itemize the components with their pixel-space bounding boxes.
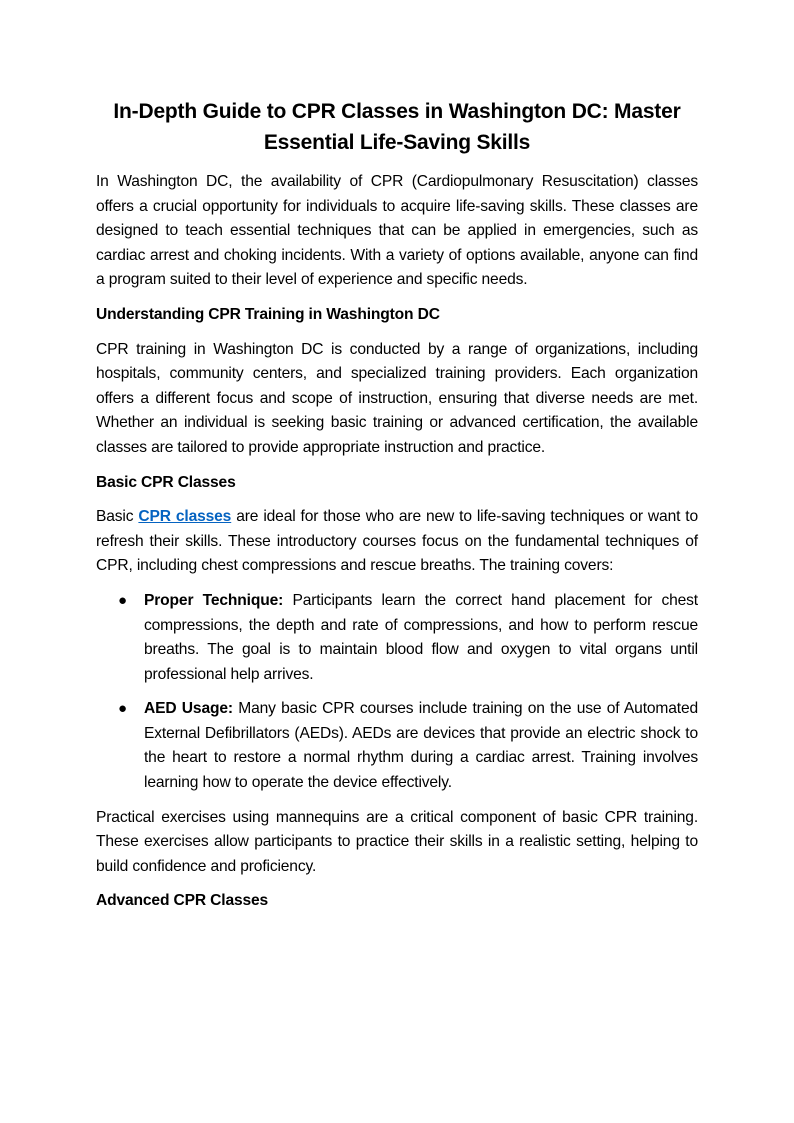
basic-text-before-link: Basic <box>96 508 139 526</box>
document-page <box>96 96 698 924</box>
intro-paragraph: In Washington DC, the availability of CPR (Cardiopulmonary Resuscitation) classes offers a crucial opportunity for individuals to acquire life-saving skills. These classes are designed to teach essential techniques that can be applied in emergencies, such as cardiac arrest and choking incidents. With a variety of options available, anyone can find a program suited to their level of experience and specific needs. <box>96 173 698 289</box>
section-heading-advanced: Advanced CPR Classes <box>96 892 269 910</box>
basic-closing-paragraph: Practical exercises using mannequins are a critical component of basic CPR training. These exercises allow participants to practice their skills in a realistic setting, helping to build confidence and proficiency. <box>96 808 698 875</box>
bullet-text: Participants learn the correct hand placement for chest compressions, the depth and rate of compressions, and how to perform rescue breaths. The goal is to maintain blood flow and oxygen to vital organs until professional help arrives. <box>144 591 698 683</box>
bullet-term: Proper Technique: <box>144 591 284 609</box>
list-item <box>96 697 698 795</box>
section-understanding-paragraph: CPR training in Washington DC is conducted by a range of organizations, including hospitals, community centers, and specialized training providers. Each organization offers a different focus and scope of instruction, ensuring that diverse needs are met. Whether an individual is seeking basic training or advanced certification, the available classes are tailored to provide appropriate instruction and practice. <box>96 340 698 456</box>
section-heading-understanding: Understanding CPR Training in Washington DC <box>96 305 440 323</box>
basic-text-after-link: are ideal for those who are new to life-saving techniques or want to refresh their skills. These introductory courses focus on the fundamental techniques of CPR, including chest compressions and rescue breaths. The training covers: <box>96 508 698 575</box>
section-basic-paragraph <box>96 505 698 579</box>
basic-topics-list <box>96 589 698 796</box>
cpr-classes-link[interactable]: CPR classes <box>138 508 232 526</box>
bullet-dot-icon: ● <box>118 700 127 718</box>
bullet-text: Many basic CPR courses include training on the use of Automated External Defibrillators (AEDs). AEDs are devices that provide an electric shock to the heart to restore a normal rhythm during a cardiac arrest. Training involves learning how to operate the device effectively. <box>144 700 698 792</box>
section-heading-basic: Basic CPR Classes <box>96 473 236 491</box>
page-title: In-Depth Guide to CPR Classes in Washington DC: Master Essential Life-Saving Skills <box>113 100 681 154</box>
bullet-term: AED Usage: <box>144 700 233 718</box>
list-item <box>96 589 698 687</box>
bullet-dot-icon: ● <box>118 591 127 609</box>
